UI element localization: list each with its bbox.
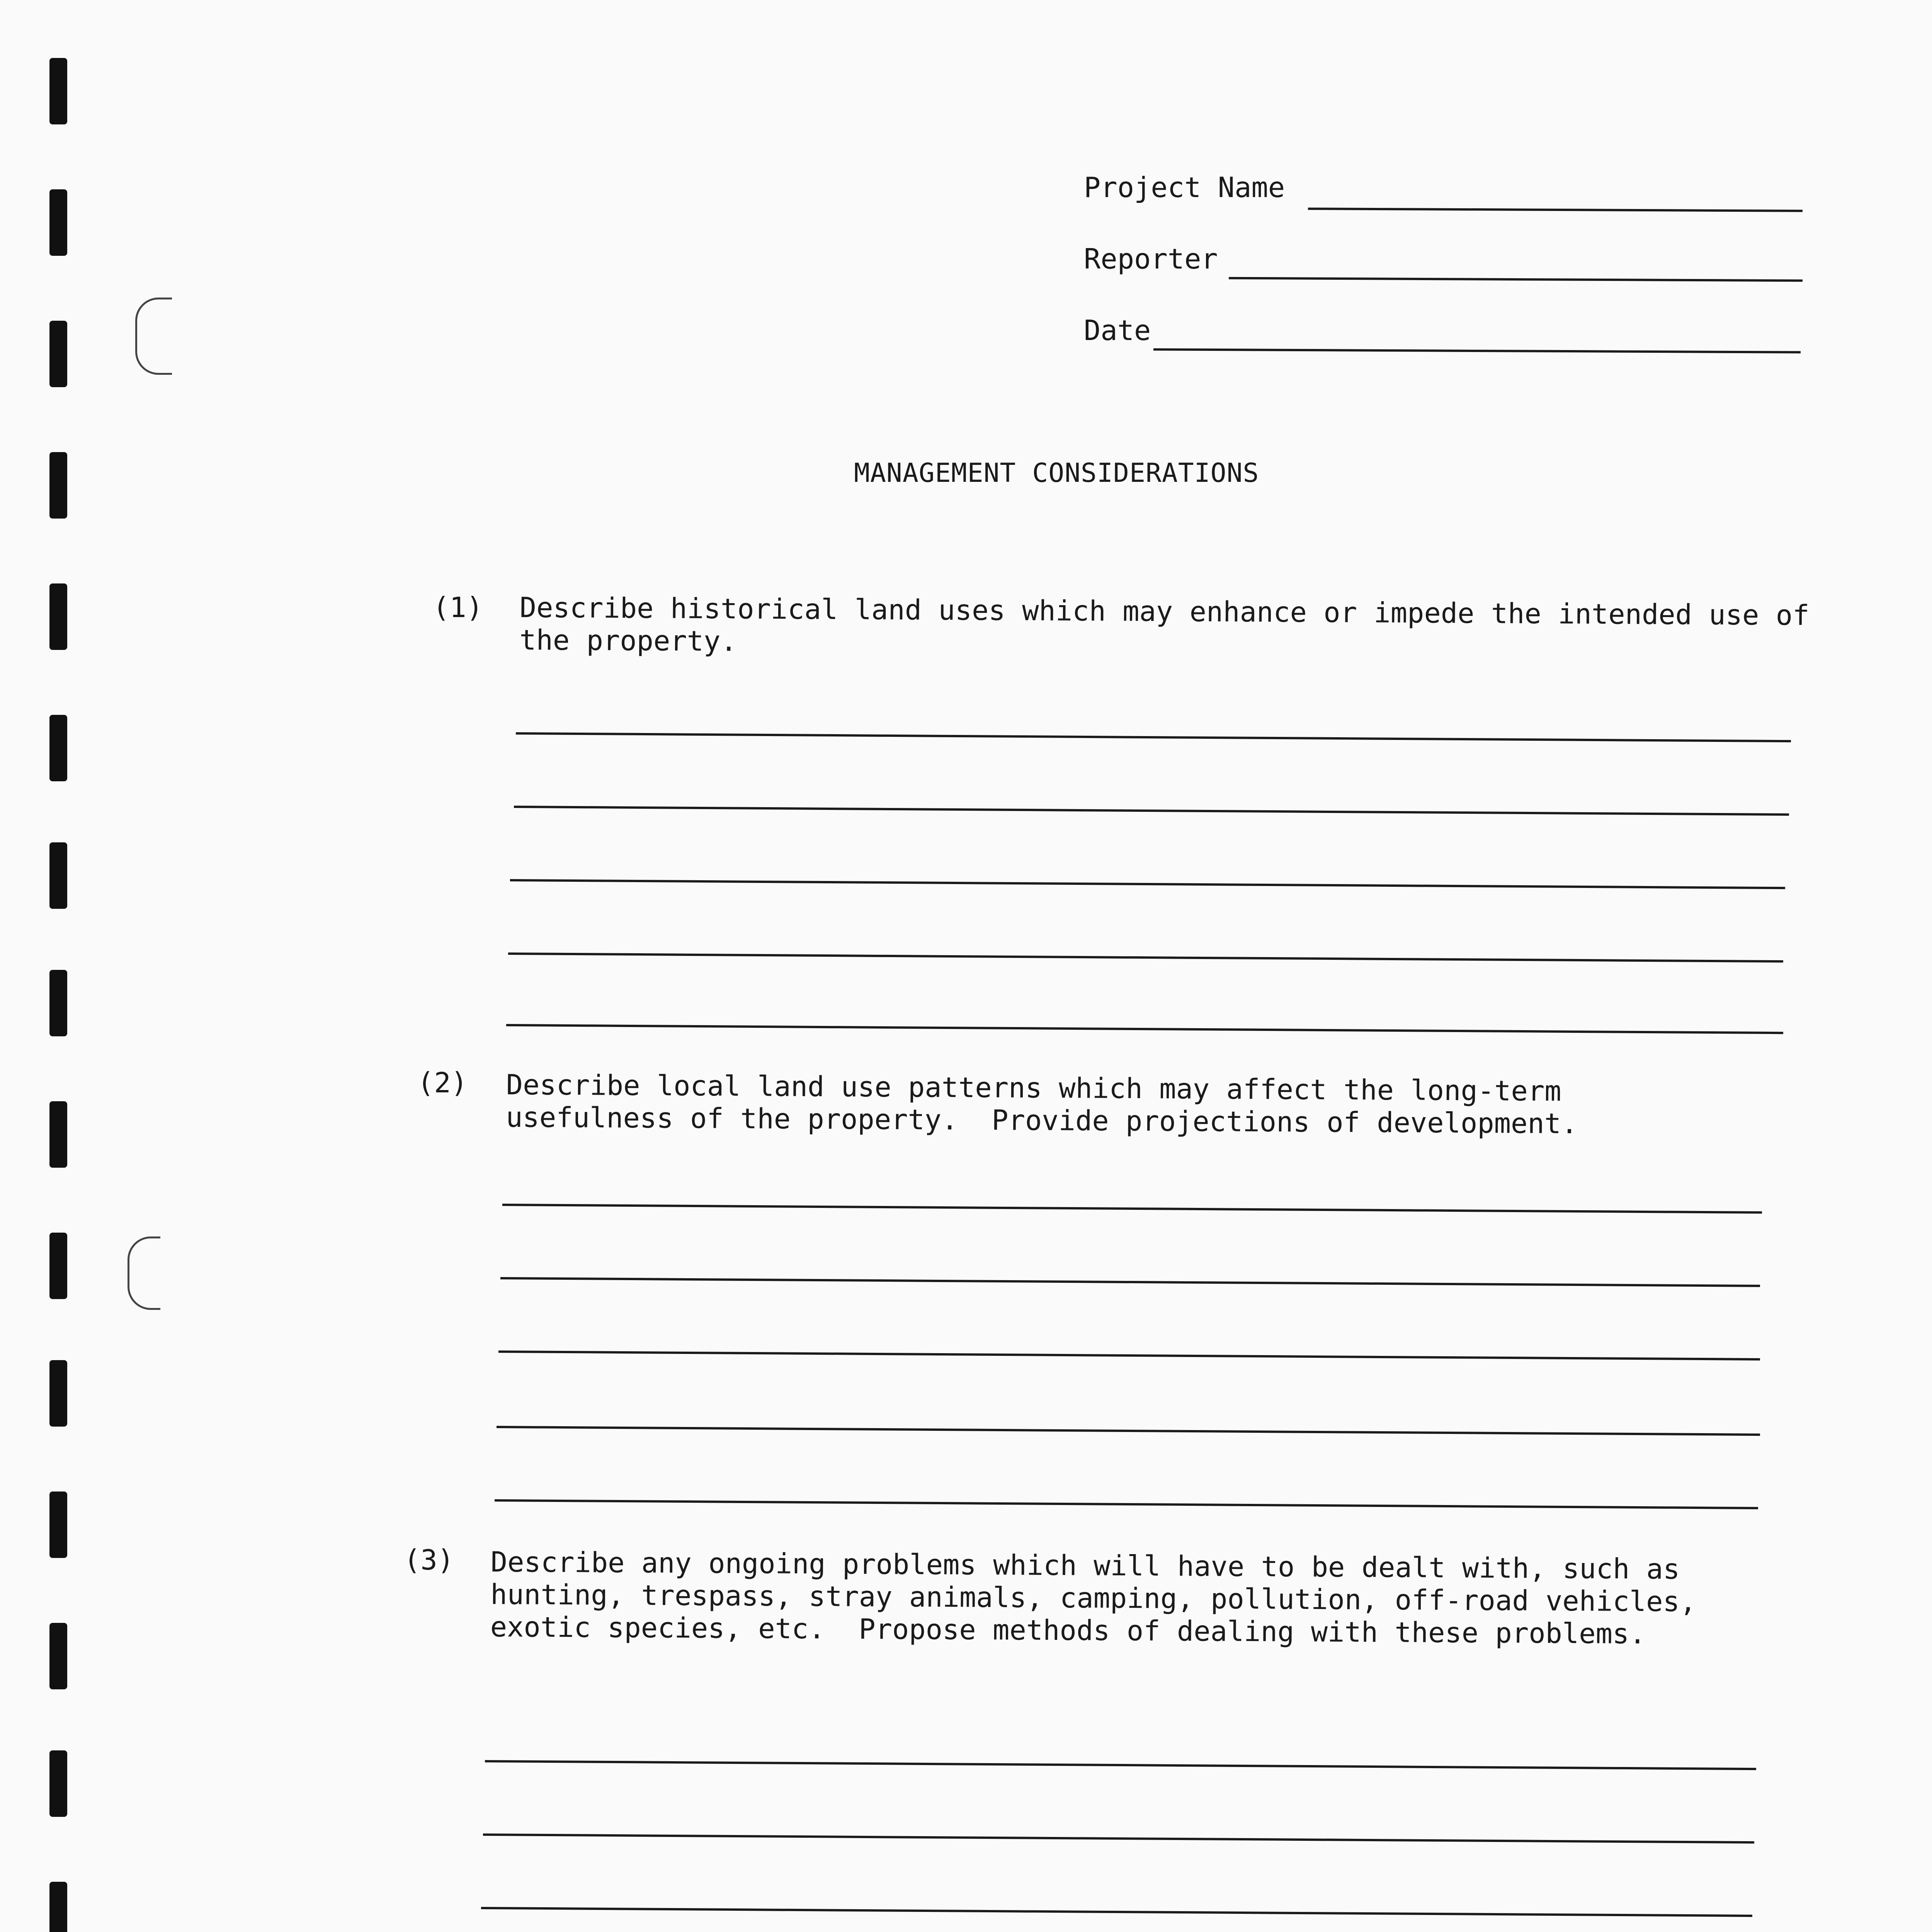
binder-punch-mark: [49, 189, 67, 256]
item-number: (3): [404, 1544, 454, 1576]
item-number: (1): [433, 591, 483, 624]
page-title: MANAGEMENT CONSIDERATIONS: [854, 458, 1259, 488]
binder-punch-mark: [49, 583, 67, 650]
date-field: [1084, 313, 1803, 348]
item-prompt: Describe historical land uses which may enhance or impede the intended use of the property.: [519, 591, 1827, 658]
item-number: (2): [417, 1066, 468, 1099]
answer-line[interactable]: [500, 1277, 1760, 1287]
binder-punch-mark: [49, 1101, 67, 1168]
binder-punch-mark: [49, 321, 67, 387]
reporter-label: Reporter: [1084, 243, 1218, 275]
answer-line[interactable]: [483, 1833, 1754, 1844]
reporter-input-line[interactable]: [1229, 277, 1803, 282]
answer-line[interactable]: [497, 1426, 1760, 1436]
answer-line[interactable]: [510, 879, 1785, 889]
project-name-field: [1084, 170, 1803, 205]
binder-punch-mark: [49, 715, 67, 781]
answer-line[interactable]: [508, 952, 1783, 963]
project-name-label: Project Name: [1084, 171, 1285, 204]
date-input-line[interactable]: [1153, 348, 1801, 353]
binder-punch-mark: [49, 1492, 67, 1558]
answer-line[interactable]: [502, 1204, 1762, 1214]
reporter-field: [1084, 242, 1803, 276]
binder-punch-mark: [49, 1750, 67, 1817]
answer-line[interactable]: [495, 1499, 1758, 1509]
item-prompt: Describe local land use patterns which may affect the long-term usefulness of the property. Provide projections of development.: [505, 1068, 1578, 1140]
binder-punch-mark: [49, 970, 67, 1036]
answer-line[interactable]: [506, 1024, 1783, 1034]
answer-line[interactable]: [481, 1907, 1752, 1917]
answer-line[interactable]: [485, 1760, 1756, 1770]
binder-punch-mark: [49, 58, 67, 124]
answer-line[interactable]: [516, 732, 1791, 742]
binder-punch-mark: [49, 1882, 67, 1932]
binder-punch-mark: [49, 1360, 67, 1427]
date-label: Date: [1084, 314, 1151, 347]
answer-line[interactable]: [514, 806, 1789, 816]
binder-punch-mark: [49, 1623, 67, 1689]
answer-line[interactable]: [498, 1350, 1760, 1361]
binder-punch-mark: [49, 1233, 67, 1299]
binder-punch-mark: [49, 452, 67, 519]
binder-punch-mark: [49, 842, 67, 909]
item-prompt: Describe any ongoing problems which will have to be dealt with, such as hunting, trespass, stray animals, camping, pollution, off-road vehicles, exotic species, etc. Propose methods of dealing with these problems.: [490, 1546, 1713, 1650]
project-name-input-line[interactable]: [1308, 207, 1803, 212]
stray-mark: [135, 298, 172, 375]
stray-mark: [128, 1236, 160, 1310]
